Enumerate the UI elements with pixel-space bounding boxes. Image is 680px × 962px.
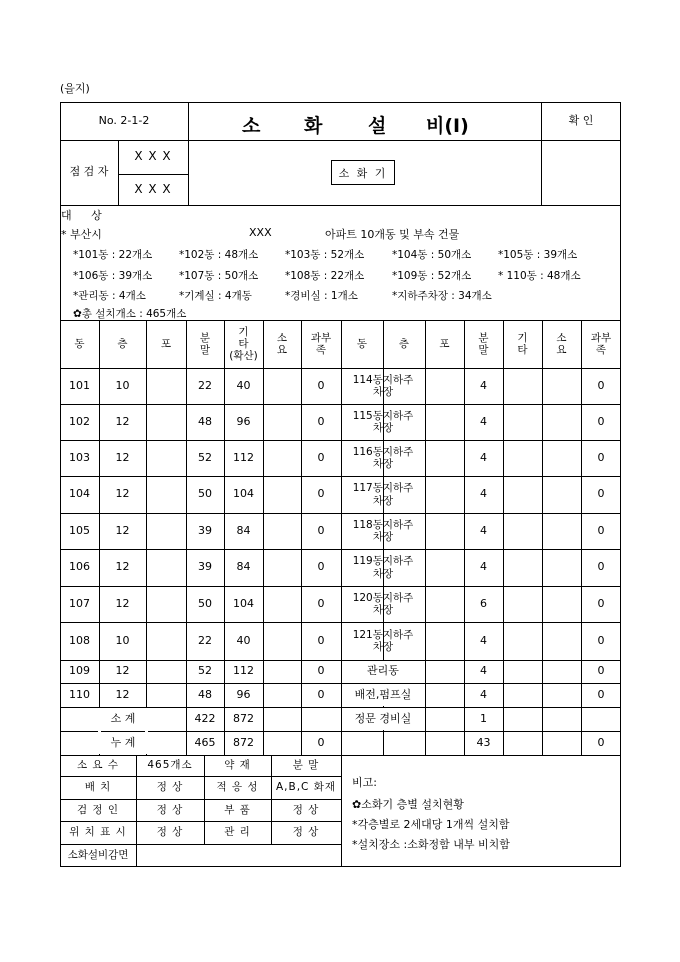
table-rule [503, 320, 504, 755]
cell-dong: 105 [69, 523, 90, 537]
cell-other: 96 [236, 687, 251, 701]
cell-surplus: 0 [317, 633, 325, 647]
cell-surplus: 0 [317, 487, 325, 501]
summary-cell: 정 상 [292, 803, 320, 816]
target-item: * 110동 : 48개소 [498, 270, 581, 282]
subtotal-powder: 422 [194, 711, 216, 725]
subtotal-right-powder: 1 [480, 711, 487, 725]
form-annex-label: (을지) [60, 82, 90, 95]
cell-right-powder: 4 [480, 378, 487, 392]
cell-powder: 48 [198, 687, 212, 701]
summary-cell: 배 치 [84, 781, 112, 794]
target-complex: XXX [249, 226, 272, 239]
cell-right-surplus: 0 [597, 450, 605, 464]
target-item: *108동 : 22개소 [285, 270, 365, 282]
summary-cell: 정 상 [292, 826, 320, 839]
divider [188, 102, 189, 140]
summary-cell: 정 상 [156, 826, 184, 839]
target-item: *기계실 : 4개동 [179, 290, 252, 302]
cell-right-location: 121동지하주 차장 [352, 628, 414, 653]
title-char: 설 [368, 115, 387, 137]
divider [60, 205, 621, 206]
summary-cell: 적 응 성 [216, 781, 259, 794]
cell-right-location: 116동지하주 차장 [352, 445, 414, 470]
summary-cell: A,B,C 화재 [275, 781, 337, 794]
cell-right-location: 관리동 [367, 664, 399, 678]
cell-right-powder: 4 [480, 487, 487, 501]
cell-dong: 101 [69, 378, 90, 392]
column-header: 기 타 [517, 331, 528, 356]
target-item: *109동 : 52개소 [392, 270, 472, 282]
summary-cell: 약 재 [224, 759, 251, 772]
cell-right-surplus: 0 [597, 633, 605, 647]
cell-dong: 107 [69, 596, 90, 610]
column-header: 포 [160, 337, 172, 350]
category-box: 소 화 기 [331, 160, 395, 185]
cell-right-location: 117동지하주 차장 [352, 482, 414, 507]
cell-other: 104 [233, 487, 254, 501]
cell-right-surplus: 0 [597, 523, 605, 537]
cell-right-location: 120동지하주 차장 [352, 591, 414, 616]
summary-cell: 관 리 [224, 826, 251, 839]
column-header: 층 [398, 337, 410, 350]
cell-floor: 12 [115, 450, 130, 464]
inspector-name: X X X [134, 149, 172, 164]
cell-other: 84 [236, 523, 251, 537]
total-right-surplus: 0 [597, 735, 605, 749]
summary-cell: 소화설비감면 [67, 848, 129, 861]
target-item: *지하주차장 : 34개소 [392, 290, 492, 302]
cell-floor: 12 [115, 560, 130, 574]
remarks-line: *설치장소 :소화정함 내부 비치함 [352, 838, 510, 851]
table-rule [341, 755, 342, 866]
remarks-line: ✿소화기 층별 설치현황 [352, 798, 464, 811]
cell-powder: 50 [198, 487, 212, 501]
target-description: 아파트 10개동 및 부속 건물 [325, 228, 460, 241]
cell-floor: 10 [115, 378, 130, 392]
divider [188, 140, 189, 205]
total-label: 누 계 [110, 735, 136, 749]
cell-right-powder: 4 [480, 523, 487, 537]
column-header: 층 [117, 337, 128, 350]
cell-right-powder: 4 [480, 664, 487, 678]
table-rule [146, 320, 147, 755]
cell-right-surplus: 0 [597, 487, 605, 501]
cell-other: 40 [236, 378, 251, 392]
cell-surplus: 0 [317, 523, 325, 537]
column-header: 과부 족 [590, 331, 612, 356]
cell-dong: 108 [69, 633, 90, 647]
cell-surplus: 0 [317, 596, 325, 610]
cell-other: 104 [233, 596, 254, 610]
cell-right-powder: 6 [480, 596, 487, 610]
cell-powder: 48 [198, 414, 212, 428]
target-item: *101동 : 22개소 [73, 249, 153, 261]
target-item: *102동 : 48개소 [179, 249, 259, 261]
target-city: * 부산시 [61, 228, 102, 241]
subtotal-right-location: 정문 경비실 [354, 711, 412, 725]
table-rule [542, 320, 543, 755]
document-number: No. 2-1-2 [98, 113, 150, 127]
cell-right-powder: 4 [480, 450, 487, 464]
table-rule [136, 844, 137, 866]
cell-powder: 22 [198, 633, 212, 647]
cell-dong: 104 [69, 487, 90, 501]
target-item: *107동 : 50개소 [179, 270, 259, 282]
column-header: 분 말 [478, 331, 489, 356]
cell-right-surplus: 0 [597, 687, 605, 701]
table-rule [263, 320, 264, 755]
table-rule [425, 320, 426, 755]
target-item: *106동 : 39개소 [73, 270, 153, 282]
summary-cell: 위 치 표 시 [69, 826, 127, 839]
cell-dong: 106 [69, 560, 90, 574]
cell-right-location: 114동지하주 차장 [352, 373, 414, 398]
title-char: 비(Ⅰ) [426, 115, 469, 137]
target-label: 대 상 [61, 209, 110, 222]
column-header: 소 요 [276, 331, 288, 356]
cell-surplus: 0 [317, 560, 325, 574]
target-total: ✿총 설치개소 : 465개소 [73, 308, 187, 320]
remarks-title: 비고: [352, 776, 377, 789]
total-powder: 465 [194, 735, 216, 749]
remarks-line: *각층별로 2세대당 1개씩 설치함 [352, 818, 510, 831]
target-item: *104동 : 50개소 [392, 249, 472, 261]
cell-surplus: 0 [317, 664, 325, 678]
summary-cell: 465개소 [147, 759, 193, 772]
column-header: 동 [356, 337, 368, 350]
cell-dong: 103 [69, 450, 90, 464]
cell-dong: 110 [69, 687, 90, 701]
cell-right-location: 119동지하주 차장 [352, 555, 414, 580]
target-item: *105동 : 39개소 [498, 249, 578, 261]
column-header: 소 요 [556, 331, 567, 356]
cell-other: 40 [236, 633, 251, 647]
cell-powder: 22 [198, 378, 212, 392]
cell-right-surplus: 0 [597, 378, 605, 392]
column-header: 분 말 [199, 331, 211, 356]
subtotal-other: 872 [233, 711, 254, 725]
column-header: 과부 족 [310, 331, 332, 356]
summary-cell: 검 정 인 [76, 803, 120, 816]
cell-surplus: 0 [317, 378, 325, 392]
cell-powder: 50 [198, 596, 212, 610]
cell-right-surplus: 0 [597, 560, 605, 574]
cell-powder: 52 [198, 664, 212, 678]
total-right-powder: 43 [476, 735, 491, 749]
cell-floor: 12 [115, 596, 130, 610]
cell-floor: 12 [115, 687, 130, 701]
cell-right-surplus: 0 [597, 414, 605, 428]
cell-other: 112 [233, 664, 254, 678]
cell-floor: 12 [115, 664, 130, 678]
target-item: *관리동 : 4개소 [73, 290, 146, 302]
cell-floor: 12 [115, 414, 130, 428]
cell-right-powder: 4 [480, 687, 487, 701]
cell-right-powder: 4 [480, 633, 487, 647]
cell-powder: 39 [198, 523, 212, 537]
cell-floor: 12 [115, 523, 130, 537]
cell-right-surplus: 0 [597, 664, 605, 678]
cell-surplus: 0 [317, 450, 325, 464]
summary-cell: 소 요 수 [76, 759, 120, 772]
confirm-label: 확 인 [568, 113, 594, 127]
cell-other: 112 [233, 450, 254, 464]
target-item: *103동 : 52개소 [285, 249, 365, 261]
inspector-name: X X X [134, 181, 172, 196]
column-header: 포 [439, 337, 450, 350]
cell-dong: 102 [69, 414, 90, 428]
cell-floor: 10 [115, 633, 130, 647]
title-char: 화 [304, 115, 323, 137]
cell-other: 84 [236, 560, 251, 574]
cell-right-powder: 4 [480, 414, 487, 428]
cell-surplus: 0 [317, 414, 325, 428]
total-surplus: 0 [317, 735, 325, 749]
summary-cell: 부 품 [224, 803, 251, 816]
cell-powder: 39 [198, 560, 212, 574]
title-char: 소 [242, 115, 261, 137]
target-item: *경비실 : 1개소 [285, 290, 358, 302]
cell-powder: 52 [198, 450, 212, 464]
cell-right-location: 배전,펌프실 [354, 687, 412, 701]
cell-dong: 109 [69, 664, 90, 678]
subtotal-label: 소 계 [110, 711, 136, 725]
total-other: 872 [233, 735, 254, 749]
summary-cell: 분 말 [292, 759, 320, 772]
inspector-label: 점 검 자 [69, 165, 109, 179]
cell-surplus: 0 [317, 687, 325, 701]
cell-floor: 12 [115, 487, 130, 501]
column-header: 동 [74, 337, 85, 350]
summary-cell: 정 상 [156, 781, 184, 794]
column-header: 기 타 (확산) [229, 325, 258, 363]
cell-right-location: 118동지하주 차장 [352, 518, 414, 543]
cell-other: 96 [236, 414, 251, 428]
summary-cell: 정 상 [156, 803, 184, 816]
cell-right-surplus: 0 [597, 596, 605, 610]
cell-right-location: 115동지하주 차장 [352, 409, 414, 434]
cell-right-powder: 4 [480, 560, 487, 574]
